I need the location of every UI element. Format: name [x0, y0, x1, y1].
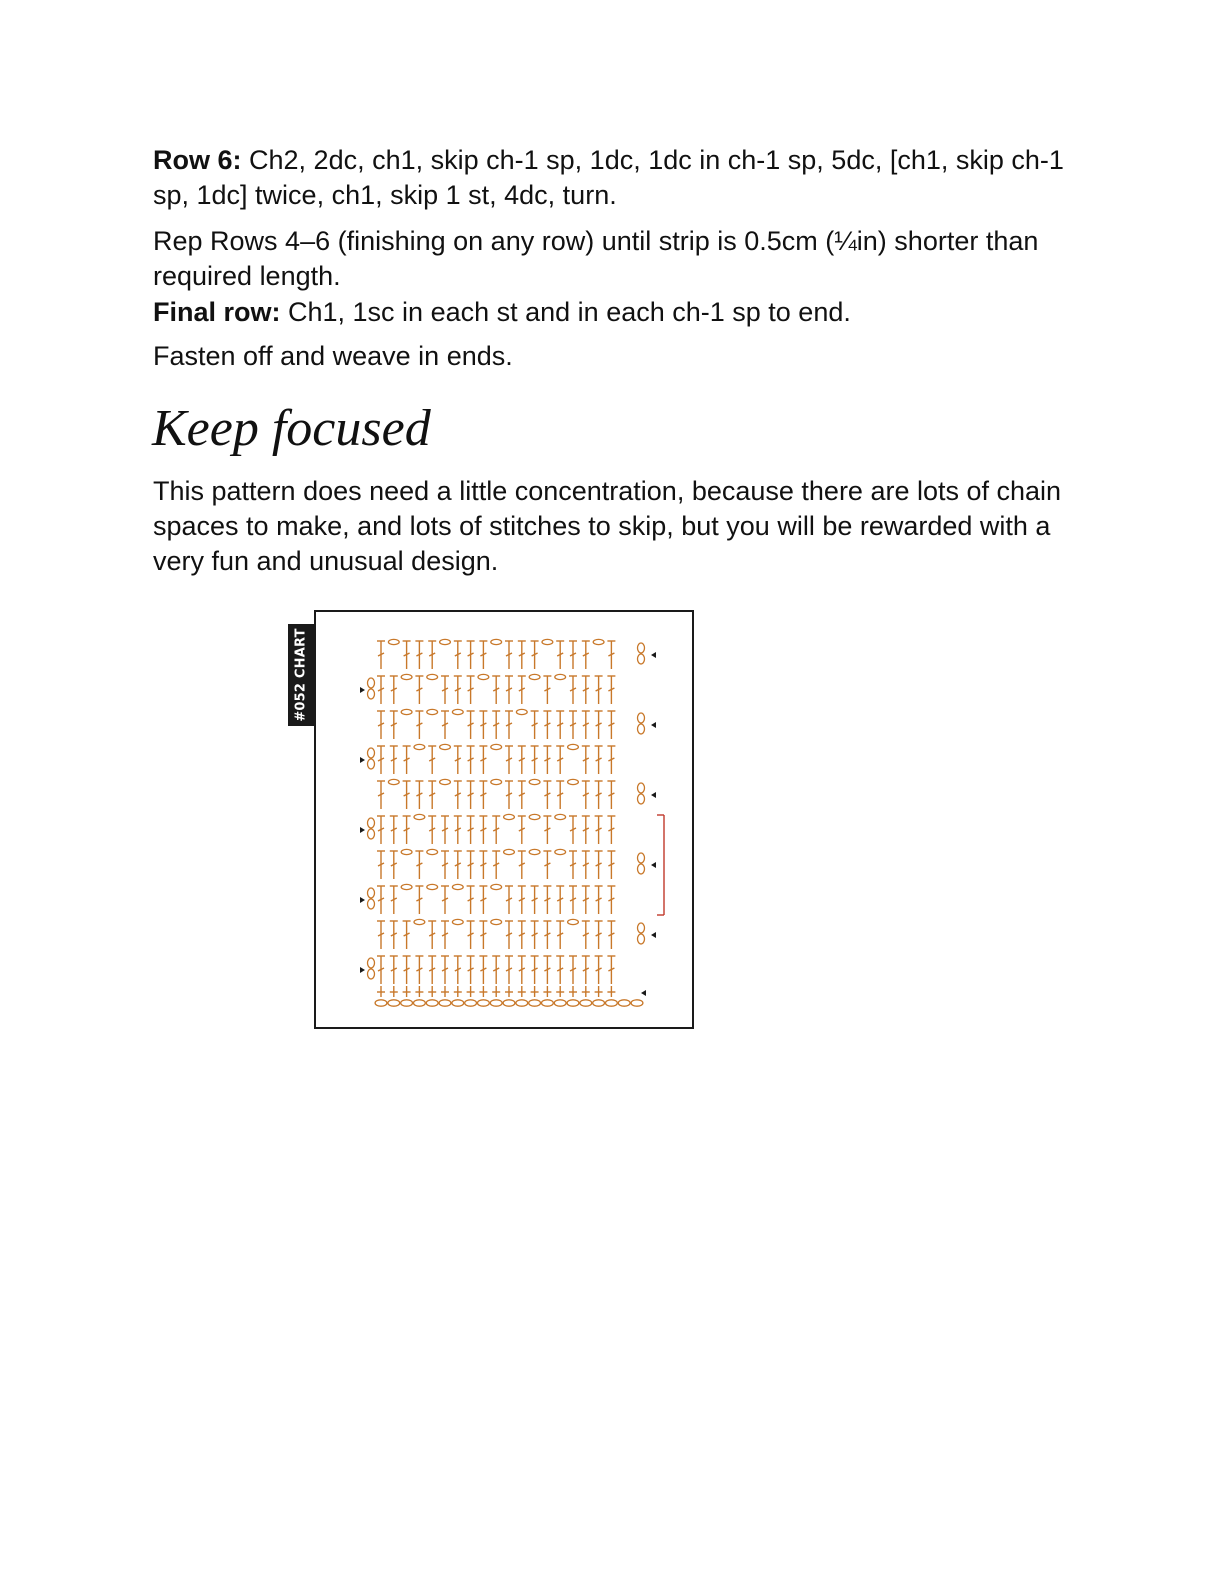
repeat-text: Rep Rows 4–6 (finishing on any row) until strip is 0.5cm (¼in) shorter than required length. [153, 226, 1039, 291]
foundation-chain [439, 1000, 451, 1006]
chain-space [388, 779, 399, 784]
chain-space [593, 639, 604, 644]
turning-chain [638, 853, 645, 863]
turning-chain [638, 864, 645, 874]
turning-chain [368, 829, 375, 839]
chain-space [504, 849, 515, 854]
chain-space [478, 674, 489, 679]
turning-chain [368, 678, 375, 688]
section-heading: Keep focused [152, 400, 431, 457]
turning-chain [368, 888, 375, 898]
chain-space [542, 639, 553, 644]
chain-space [555, 814, 566, 819]
chain-space [414, 744, 425, 749]
chain-space [452, 919, 463, 924]
chain-space [491, 639, 502, 644]
chain-space [516, 709, 527, 714]
chain-space [440, 639, 451, 644]
row-direction-arrow [360, 687, 365, 693]
chain-space [452, 884, 463, 889]
chain-space [555, 674, 566, 679]
foundation-chain [529, 1000, 541, 1006]
turning-chain [638, 934, 645, 944]
foundation-chain [375, 1000, 387, 1006]
chain-space [427, 674, 438, 679]
chain-space [401, 709, 412, 714]
row-direction-arrow [360, 967, 365, 973]
chain-space [440, 744, 451, 749]
turning-chain [638, 794, 645, 804]
turning-chain [638, 724, 645, 734]
foundation-chain [567, 1000, 579, 1006]
foundation-chain [554, 1000, 566, 1006]
foundation-chain [452, 1000, 464, 1006]
chain-space [568, 744, 579, 749]
chart-tab [288, 624, 314, 726]
chain-space [529, 674, 540, 679]
turning-chain [638, 654, 645, 664]
foundation-chain [388, 1000, 400, 1006]
section-body-text: This pattern does need a little concentration, because there are lots of chain spaces to make, and lots of stitches to skip, but you will be rewarded with a very fun and unusual design. [153, 476, 1062, 576]
chain-space [529, 814, 540, 819]
row-direction-arrow [651, 932, 656, 938]
fasten-off-instruction [153, 339, 1073, 374]
chain-space [529, 849, 540, 854]
row-6-label: Row 6: [153, 145, 242, 175]
chain-space [491, 919, 502, 924]
chain-space [427, 849, 438, 854]
chain-space [401, 674, 412, 679]
chain-space [491, 779, 502, 784]
chain-space [388, 639, 399, 644]
foundation-chain [593, 1000, 605, 1006]
row-direction-arrow [360, 827, 365, 833]
row-direction-arrow [651, 722, 656, 728]
foundation-chain [618, 1000, 630, 1006]
foundation-chain [426, 1000, 438, 1006]
final-row-instruction [153, 295, 1073, 330]
chain-space [427, 709, 438, 714]
row-direction-arrow [651, 862, 656, 868]
foundation-chain [580, 1000, 592, 1006]
turning-chain [368, 969, 375, 979]
chain-space [568, 779, 579, 784]
turning-chain [368, 748, 375, 758]
crochet-chart-diagram [316, 612, 692, 1027]
row-direction-arrow [641, 990, 646, 996]
row-direction-arrow [651, 652, 656, 658]
chain-space [568, 919, 579, 924]
chain-space [401, 849, 412, 854]
section-body [153, 474, 1073, 579]
chain-space [414, 919, 425, 924]
foundation-chain [542, 1000, 554, 1006]
turning-chain [368, 689, 375, 699]
foundation-chain [401, 1000, 413, 1006]
turning-chain [368, 958, 375, 968]
turning-chain [368, 818, 375, 828]
foundation-chain [631, 1000, 643, 1006]
row-direction-arrow [651, 792, 656, 798]
chain-space [504, 814, 515, 819]
foundation-chain [414, 1000, 426, 1006]
chain-space [414, 814, 425, 819]
foundation-chain [478, 1000, 490, 1006]
final-row-label: Final row: [153, 297, 281, 327]
chart-tab-label: #052 CHART [293, 628, 309, 722]
turning-chain [638, 783, 645, 793]
foundation-chain [490, 1000, 502, 1006]
fasten-off-text: Fasten off and weave in ends. [153, 341, 513, 371]
chain-space [427, 884, 438, 889]
row-direction-arrow [360, 897, 365, 903]
chain-space [491, 744, 502, 749]
foundation-chain [503, 1000, 515, 1006]
row-direction-arrow [360, 757, 365, 763]
final-row-text: Ch1, 1sc in each st and in each ch-1 sp to end. [280, 297, 851, 327]
repeat-instruction [153, 224, 1073, 294]
turning-chain [638, 643, 645, 653]
row-6-text: Ch2, 2dc, ch1, skip ch-1 sp, 1dc, 1dc in ch-1 sp, 5dc, [ch1, skip ch-1 sp, 1dc] twice, ch1, skip 1 st, 4dc, turn. [153, 145, 1064, 210]
chain-space [529, 779, 540, 784]
turning-chain [368, 759, 375, 769]
chain-space [440, 779, 451, 784]
chain-space [452, 709, 463, 714]
turning-chain [368, 899, 375, 909]
foundation-chain [465, 1000, 477, 1006]
foundation-chain [516, 1000, 528, 1006]
row-6-instruction [153, 143, 1073, 213]
foundation-chain [606, 1000, 618, 1006]
chain-space [555, 849, 566, 854]
chain-space [491, 884, 502, 889]
crochet-chart [314, 610, 694, 1029]
turning-chain [638, 713, 645, 723]
chain-space [401, 884, 412, 889]
turning-chain [638, 923, 645, 933]
